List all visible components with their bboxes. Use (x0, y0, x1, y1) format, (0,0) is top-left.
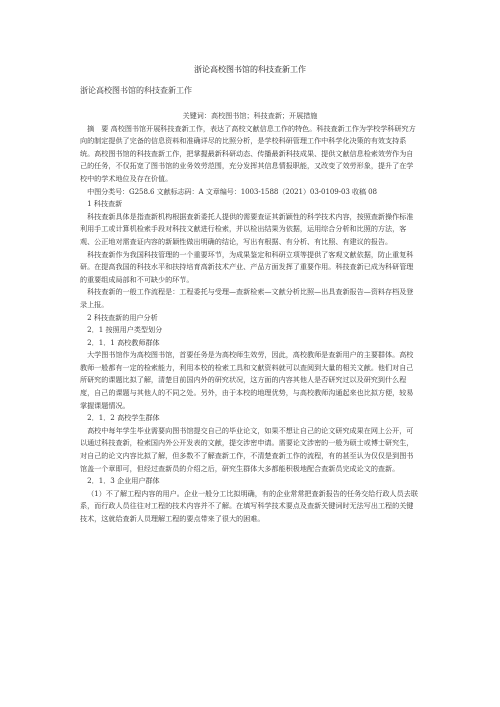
subsection-heading: 2．1．3 企业用户群体 (87, 476, 160, 486)
body-paragraph: 大学图书馆作为高校图书馆，首要任务是为高校师生效劳，因此，高校教师是查新用户的主要群体。高校教师一般都有一定的检索能力，利用本校的检索工具和文献资料就可以查阅到大量的相关文献。他们对自己所研究的课题比拟了解，清楚目前国内外的研究状况，这方面的内容其他人是否研究过以及研究到什么程度，自己的课题与其他人的不同之处。另外，由于本校的地理优势，与高校教师沟通起来也比拟方便，较易掌握课题情况。 (80, 350, 414, 410)
document-body (80, 110, 420, 526)
document-subtitle: 浙论高校图书馆的科技查新工作 (80, 86, 192, 95)
subsection-heading: 2．1．2 高校学生群体 (87, 413, 160, 423)
body-paragraph: （1）不了解工程内容的用户。企业一般分工比拟明确，有的企业常常把查新报告的任务交给行政人员去联系，而行政人员往往对工程的技术内容并不了解。在填写科学技术要点及查新关键词时无法写出工程的关键技术，这就给查新人员理解工程的要点带来了很大的困难。 (80, 488, 418, 523)
document-title: 浙论高校图书馆的科技查新工作 (194, 65, 306, 74)
classification-line: 中图分类号：G258.6 文献标志码：A 文章编号：1003-1588（2021）03-0109-03 收稿 08 (87, 186, 377, 196)
section-heading: 2 科技查新的用户分析 (87, 312, 158, 322)
subsection-heading: 2．1．1 高校教师群体 (87, 337, 160, 347)
subsection-heading: 2．1 按照用户类型划分 (87, 325, 163, 335)
body-paragraph: 高校中每年学生毕业需要向图书馆提交自己的毕业论文，如果不想让自己的论文研究成果在网上公开，可以通过科技查新，检索国内外公开发表的文献，提交涉密申请。需要论文涉密的一般为硕士或博士研究生，对自己的论文内容比拟了解，但多数不了解查新工作，不清楚查新工作的流程，有的甚至认为仅仅是到图书馆盖一个章即可，但经过查新员的介绍之后，研究生群体大多都能积极地配合查新员完成论文的查新。 (80, 425, 414, 473)
keywords-line: 关键词：高校图书馆；科技查新；开展措施 (182, 111, 318, 120)
body-paragraph: 科技查新的一般工作流程是：工程委托与受理—查新检索—文献分析比照—出具查新报告—资料存档及登录上报。 (80, 287, 414, 309)
abstract-paragraph: 摘 要 高校图书馆开展科技查新工作，表达了高校文献信息工作的特色。科技查新工作为学校学科研究方向的制定提供了完备的信息资料和准确详尽的比照分析，是学校科研管理工作中科学化决策的有效支持系统。高校图书馆的科技查新工作，把掌握最新科研动态、传播最新科技成果、提供文献信息检索效劳作为自己的任务，不仅拓宽了图书馆的业务效劳范围，充分发挥其信息情报职能，又改变了效劳形象，提升了在学校中的学术地位及存在价值。 (80, 123, 416, 183)
body-paragraph: 科技查新作为我国科技管理的一个重要环节，为成果鉴定和科研立项等提供了客观文献依据，防止重复科研。在提高我国的科技水平和扶持培育高新技术产业、产品方面发挥了重要作用。科技查新已成为科研管理的重要组成局部和不可缺少的环节。 (80, 249, 414, 284)
section-heading: 1 科技查新 (87, 199, 123, 209)
body-paragraph: 科技查新具体是指查新机构根据查新委托人提供的需要查证其新颖性的科学技术内容，按照查新操作标准利用手工或计算机检索手段对科技文献进行检索，并以检出结果为依据，运用综合分析和比照的方法，客观、公正地对需查证内容的新颖性做出明确的结论，写出有根据、有分析、有比照、有建议的报告。 (80, 211, 414, 246)
